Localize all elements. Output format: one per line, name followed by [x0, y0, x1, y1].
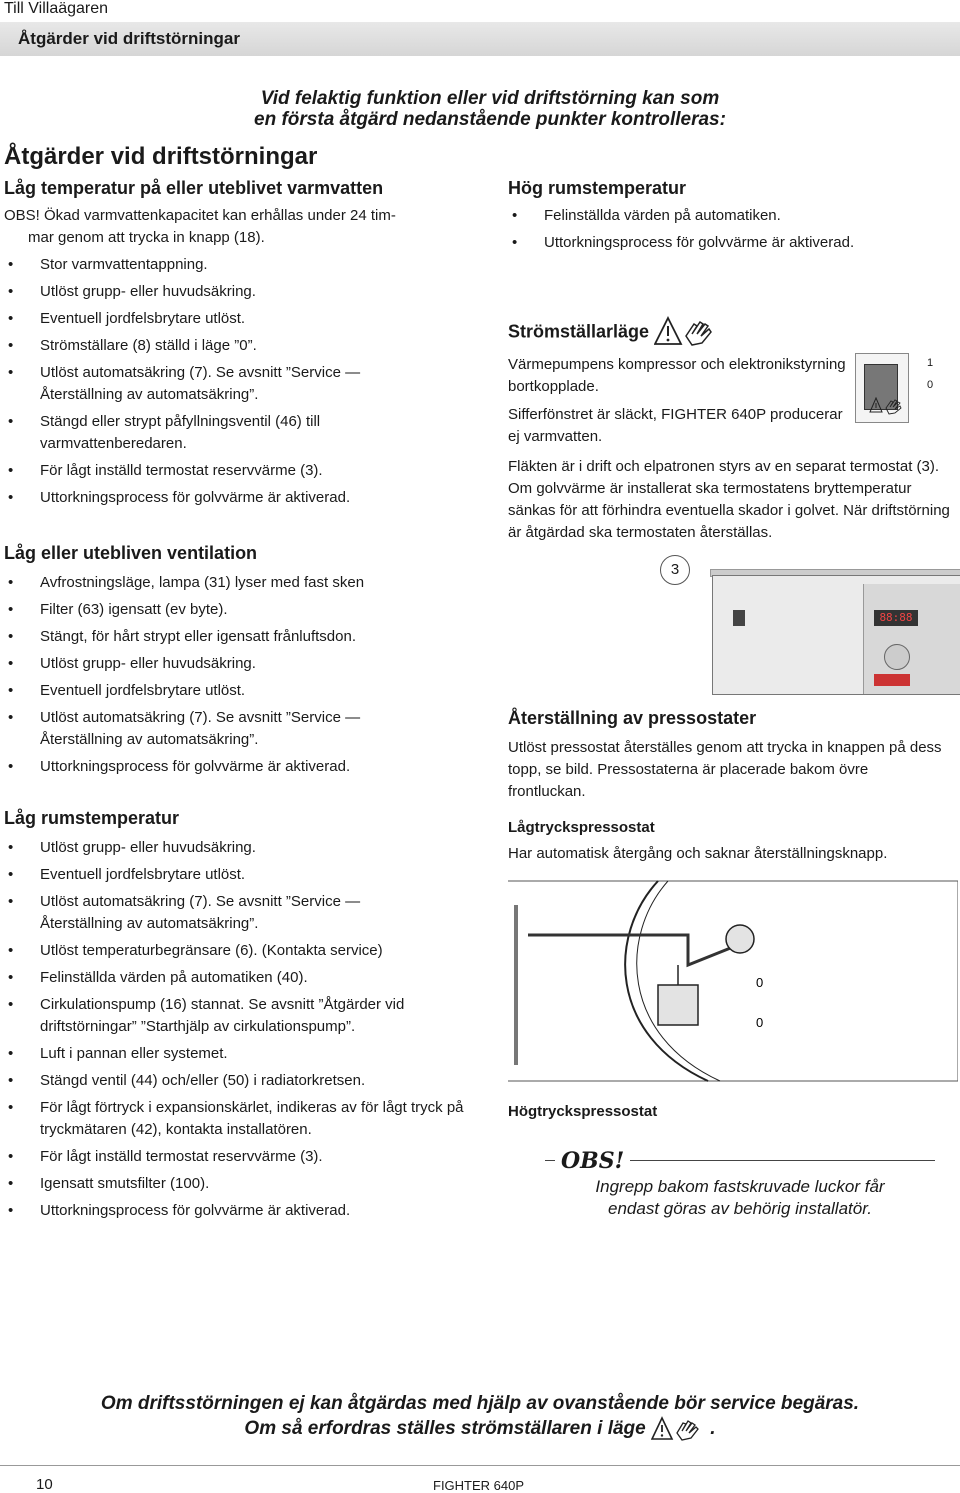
obs-line-1: Ingrepp bakom fastskruvade luckor får — [595, 1177, 885, 1196]
switch-illustration — [855, 353, 955, 423]
list-item: • Filter (63) igensatt (ev byte). — [4, 599, 474, 621]
list-item: • Luft i pannan eller systemet. — [4, 1043, 474, 1065]
bottom-line-2-end: . — [710, 1418, 716, 1440]
list-item: • För lågt inställd termostat reservvärme (3). — [4, 1146, 474, 1168]
list-item: • Stängd eller strypt påfyllningsventil (46) till varmvattenberedaren. — [4, 411, 440, 455]
list-item: • Uttorkningsprocess för golvvärme är aktiverad. — [4, 1200, 474, 1222]
section-high-room-temp — [508, 178, 953, 259]
list-item: • Avfrostningsläge, lampa (31) lyser med fast sken — [4, 572, 474, 594]
page-title: Åtgärder vid driftstörningar — [4, 143, 318, 170]
display-module — [863, 584, 960, 694]
list-item: • Strömställare (8) ställd i läge ”0”. — [4, 335, 474, 357]
bottom-line-1: Om driftsstörningen ej kan åtgärdas med hjälp av ovanstående bör service begäras. — [100, 1393, 860, 1414]
section-pressostat — [508, 708, 953, 865]
intro-line-1: Vid felaktig funktion eller vid driftstörning kan som — [260, 88, 720, 109]
list-item: • För lågt inställd termostat reservvärme (3). — [4, 460, 474, 482]
low-pressostat-heading: Lågtryckspressostat — [508, 819, 655, 836]
high-pressostat-heading: Högtryckspressostat — [508, 1103, 658, 1120]
svg-text:0: 0 — [756, 975, 764, 990]
list-low-ventilation — [4, 572, 474, 778]
list-item: • Eventuell jordfelsbrytare utlöst. — [4, 680, 474, 702]
obs-text — [545, 1176, 935, 1220]
bottom-note — [0, 1392, 960, 1442]
list-item: • Igensatt smutsfilter (100). — [4, 1173, 474, 1195]
list-item: • Uttorkningsprocess för golvvärme är aktiverad. — [4, 487, 474, 509]
bottom-line-2: Om så erfordras ställes strömställaren i läge — [244, 1418, 646, 1440]
list-item: • Felinställda värden på automatiken (40). — [4, 967, 474, 989]
list-item: • Utlöst automatsäkring (7). Se avsnitt ”Service — Återställning av automatsäkring”. — [4, 362, 440, 406]
svg-text:0: 0 — [756, 1015, 764, 1030]
bottom-line-2-row — [0, 1416, 960, 1442]
warning-hand-small-icon — [869, 397, 903, 415]
list-item: • Felinställda värden på automatiken. — [508, 205, 953, 227]
page-number: 10 — [36, 1476, 53, 1493]
list-item: • Stängd ventil (44) och/eller (50) i radiatorkretsen. — [4, 1070, 474, 1092]
list-item: • Uttorkningsprocess för golvvärme är aktiverad. — [4, 756, 474, 778]
control-panel — [712, 575, 960, 695]
low-pressostat-text: Har automatisk återgång och saknar återställningsknapp. — [508, 845, 888, 862]
heading-low-room-temp: Låg rumstemperatur — [4, 808, 180, 828]
switch-small — [733, 610, 745, 626]
list-item: • För lågt förtryck i expansionskärlet, indikeras av för lågt tryck på tryckmätaren (42), kontakta installatören. — [4, 1097, 480, 1141]
switch-mode-p1: Värmepumpens kompressor och elektronikstyrning bortkopplade. — [508, 356, 846, 395]
warning-hand-icon — [654, 316, 718, 348]
list-low-hot-water — [4, 254, 474, 509]
section-low-ventilation — [4, 543, 474, 783]
control-panel-illustration — [640, 545, 960, 705]
section-low-room-temp — [4, 808, 474, 1227]
list-item: • Utlöst grupp- eller huvudsäkring. — [4, 281, 474, 303]
list-item: • Utlöst grupp- eller huvudsäkring. — [4, 837, 474, 859]
breadcrumb: Till Villaägaren — [4, 0, 109, 17]
obs-label: OBS! — [555, 1148, 630, 1174]
section-title: Åtgärder vid driftstörningar — [18, 29, 240, 48]
switch-label-1: 1 — [927, 357, 934, 369]
section-header-bar — [0, 22, 960, 56]
warning-hand-icon — [651, 1416, 705, 1442]
section-switch-mode — [508, 316, 953, 544]
heading-pressostat: Återställning av pressostater — [508, 708, 757, 728]
list-item: • Utlöst grupp- eller huvudsäkring. — [4, 653, 474, 675]
pressostat-text: Utlöst pressostat återställes genom att trycka in knappen på dess topp, se bild. Pressostaterna är placerade bakom övre frontluckan. — [508, 739, 942, 800]
obs-line-2: endast göras av behörig installatör. — [608, 1199, 872, 1218]
obs-note-line-2: mar genom att trycka in knapp (18). — [28, 229, 265, 246]
list-item: • Uttorkningsprocess för golvvärme är aktiverad. — [508, 232, 953, 254]
obs-warning — [545, 1150, 935, 1230]
heading-switch-mode: Strömställarläge — [508, 321, 650, 342]
switch-label-0: 0 — [927, 379, 934, 391]
callout-3: 3 — [660, 555, 690, 585]
list-item: • Eventuell jordfelsbrytare utlöst. — [4, 308, 474, 330]
intro-text — [200, 88, 780, 130]
list-item: • Eventuell jordfelsbrytare utlöst. — [4, 864, 474, 886]
switch-mode-p3: Fläkten är i drift och elpatronen styrs av en separat termostat (3). Om golvvärme är installerat ska termostatens bryttemperatur sänkas för att förhindra eventuella skador i golvet. När driftstörning är åtgärdad ska termostaten återställas. — [508, 458, 950, 541]
knob — [884, 644, 910, 670]
switch-mode-heading-row — [508, 316, 953, 350]
footer-divider — [0, 1465, 960, 1466]
section-low-hot-water — [4, 178, 474, 514]
list-low-room-temp — [4, 837, 474, 1222]
list-high-room-temp — [508, 205, 953, 254]
switch-mode-p2: Sifferfönstret är släckt, FIGHTER 640P producerar ej varmvatten. — [508, 406, 843, 445]
obs-note — [4, 205, 474, 249]
digital-display: 88:88 — [874, 610, 918, 626]
heading-low-hot-water: Låg temperatur på eller uteblivet varmvatten — [4, 178, 384, 198]
list-item: • Utlöst temperaturbegränsare (6). (Kontakta service) — [4, 940, 474, 962]
pressostat-drawing — [508, 875, 958, 1095]
red-button — [874, 674, 910, 686]
heading-low-ventilation: Låg eller utebliven ventilation — [4, 543, 258, 563]
list-item: • Utlöst automatsäkring (7). Se avsnitt ”Service — Återställning av automatsäkring”. — [4, 891, 440, 935]
intro-line-2: en första åtgärd nedanstående punkter kontrolleras: — [254, 109, 726, 130]
list-item: • Stängt, för hårt strypt eller igensatt frånluftsdon. — [4, 626, 474, 648]
footer-model: FIGHTER 640P — [433, 1478, 525, 1493]
list-item: • Cirkulationspump (16) stannat. Se avsnitt ”Åtgärder vid driftstörningar” ”Starthjälp av cirkulationspump”. — [4, 994, 450, 1038]
list-item: • Utlöst automatsäkring (7). Se avsnitt ”Service — Återställning av automatsäkring”. — [4, 707, 440, 751]
pressostat-illustration — [508, 875, 958, 1095]
list-item: • Stor varmvattentappning. — [4, 254, 474, 276]
obs-note-line-1: OBS! Ökad varmvattenkapacitet kan erhållas under 24 tim- — [4, 207, 396, 224]
heading-high-room-temp: Hög rumstemperatur — [508, 178, 687, 198]
